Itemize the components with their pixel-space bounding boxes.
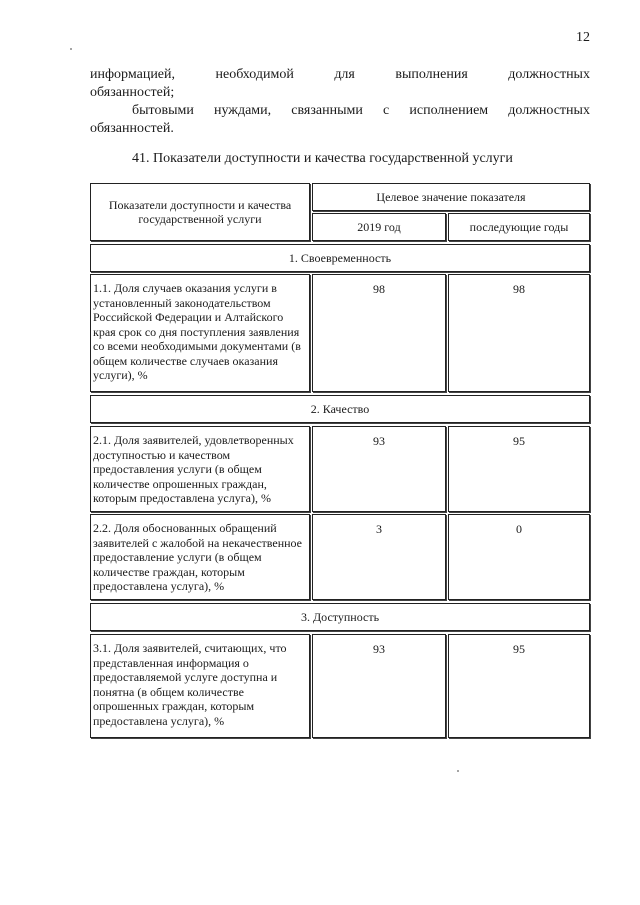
intro-line-3 — [90, 102, 590, 120]
intro-word: должностных — [508, 103, 590, 118]
header-2019: 2019 год — [312, 213, 446, 241]
indicator-1-1-text: 1.1. Доля случаев оказания услуги в установленный законодательством Российской Федерации и Алтайского края срок со дня поступления заявления со всеми необходимыми документами (в общем количестве случаев оказания услуги), % — [90, 274, 310, 392]
intro-word: с — [383, 103, 390, 118]
indicator-2-1-text: 2.1. Доля заявителей, удовлетворенных доступностью и качеством предоставления услуги (в общем количестве опрошенных граждан, которым предоставлена услуга), % — [90, 426, 310, 512]
intro-word: выполнения — [395, 67, 468, 82]
header-target: Целевое значение показателя — [312, 183, 590, 211]
indicator-3-1-later: 95 — [448, 634, 590, 738]
indicator-2-2-2019: 3 — [312, 514, 446, 600]
indicator-2-1-later: 95 — [448, 426, 590, 512]
intro-word: должностных — [508, 67, 590, 82]
intro-word: для — [334, 67, 355, 82]
indicator-2-2-later: 0 — [448, 514, 590, 600]
intro-line-2: обязанностей; — [90, 85, 175, 100]
section-title-timeliness: 1. Своевременность — [90, 244, 590, 272]
scan-speck — [457, 770, 459, 772]
intro-word: связанными — [291, 103, 363, 118]
intro-word: бытовыми — [132, 103, 194, 118]
intro-line-1 — [90, 66, 590, 84]
intro-line-4: обязанностей. — [90, 121, 174, 136]
intro-word: необходимой — [215, 67, 294, 82]
intro-word: информацией, — [90, 67, 176, 82]
scan-speck — [70, 48, 72, 50]
header-later-years: последующие годы — [448, 213, 590, 241]
intro-word: исполнением — [409, 103, 489, 118]
indicator-1-1-later: 98 — [448, 274, 590, 392]
indicator-3-1-2019: 93 — [312, 634, 446, 738]
section-title-quality: 2. Качество — [90, 395, 590, 423]
header-indicator: Показатели доступности и качества государственной услуги — [90, 183, 310, 241]
section-title-accessibility: 3. Доступность — [90, 603, 590, 631]
page-number: 12 — [576, 30, 590, 45]
indicator-2-1-2019: 93 — [312, 426, 446, 512]
intro-word: нуждами, — [213, 103, 272, 118]
section-heading: 41. Показатели доступности и качества государственной услуги — [132, 151, 513, 166]
indicator-2-2-text: 2.2. Доля обоснованных обращений заявителей с жалобой на некачественное предоставление услуги (в общем количестве граждан, которым предоставлена услуга), % — [90, 514, 310, 600]
indicator-3-1-text: 3.1. Доля заявителей, считающих, что представленная информация о предоставляемой услуге доступна и понятна (в общем количестве опрошенных граждан, которым предоставлена услуга), % — [90, 634, 310, 738]
indicator-1-1-2019: 98 — [312, 274, 446, 392]
